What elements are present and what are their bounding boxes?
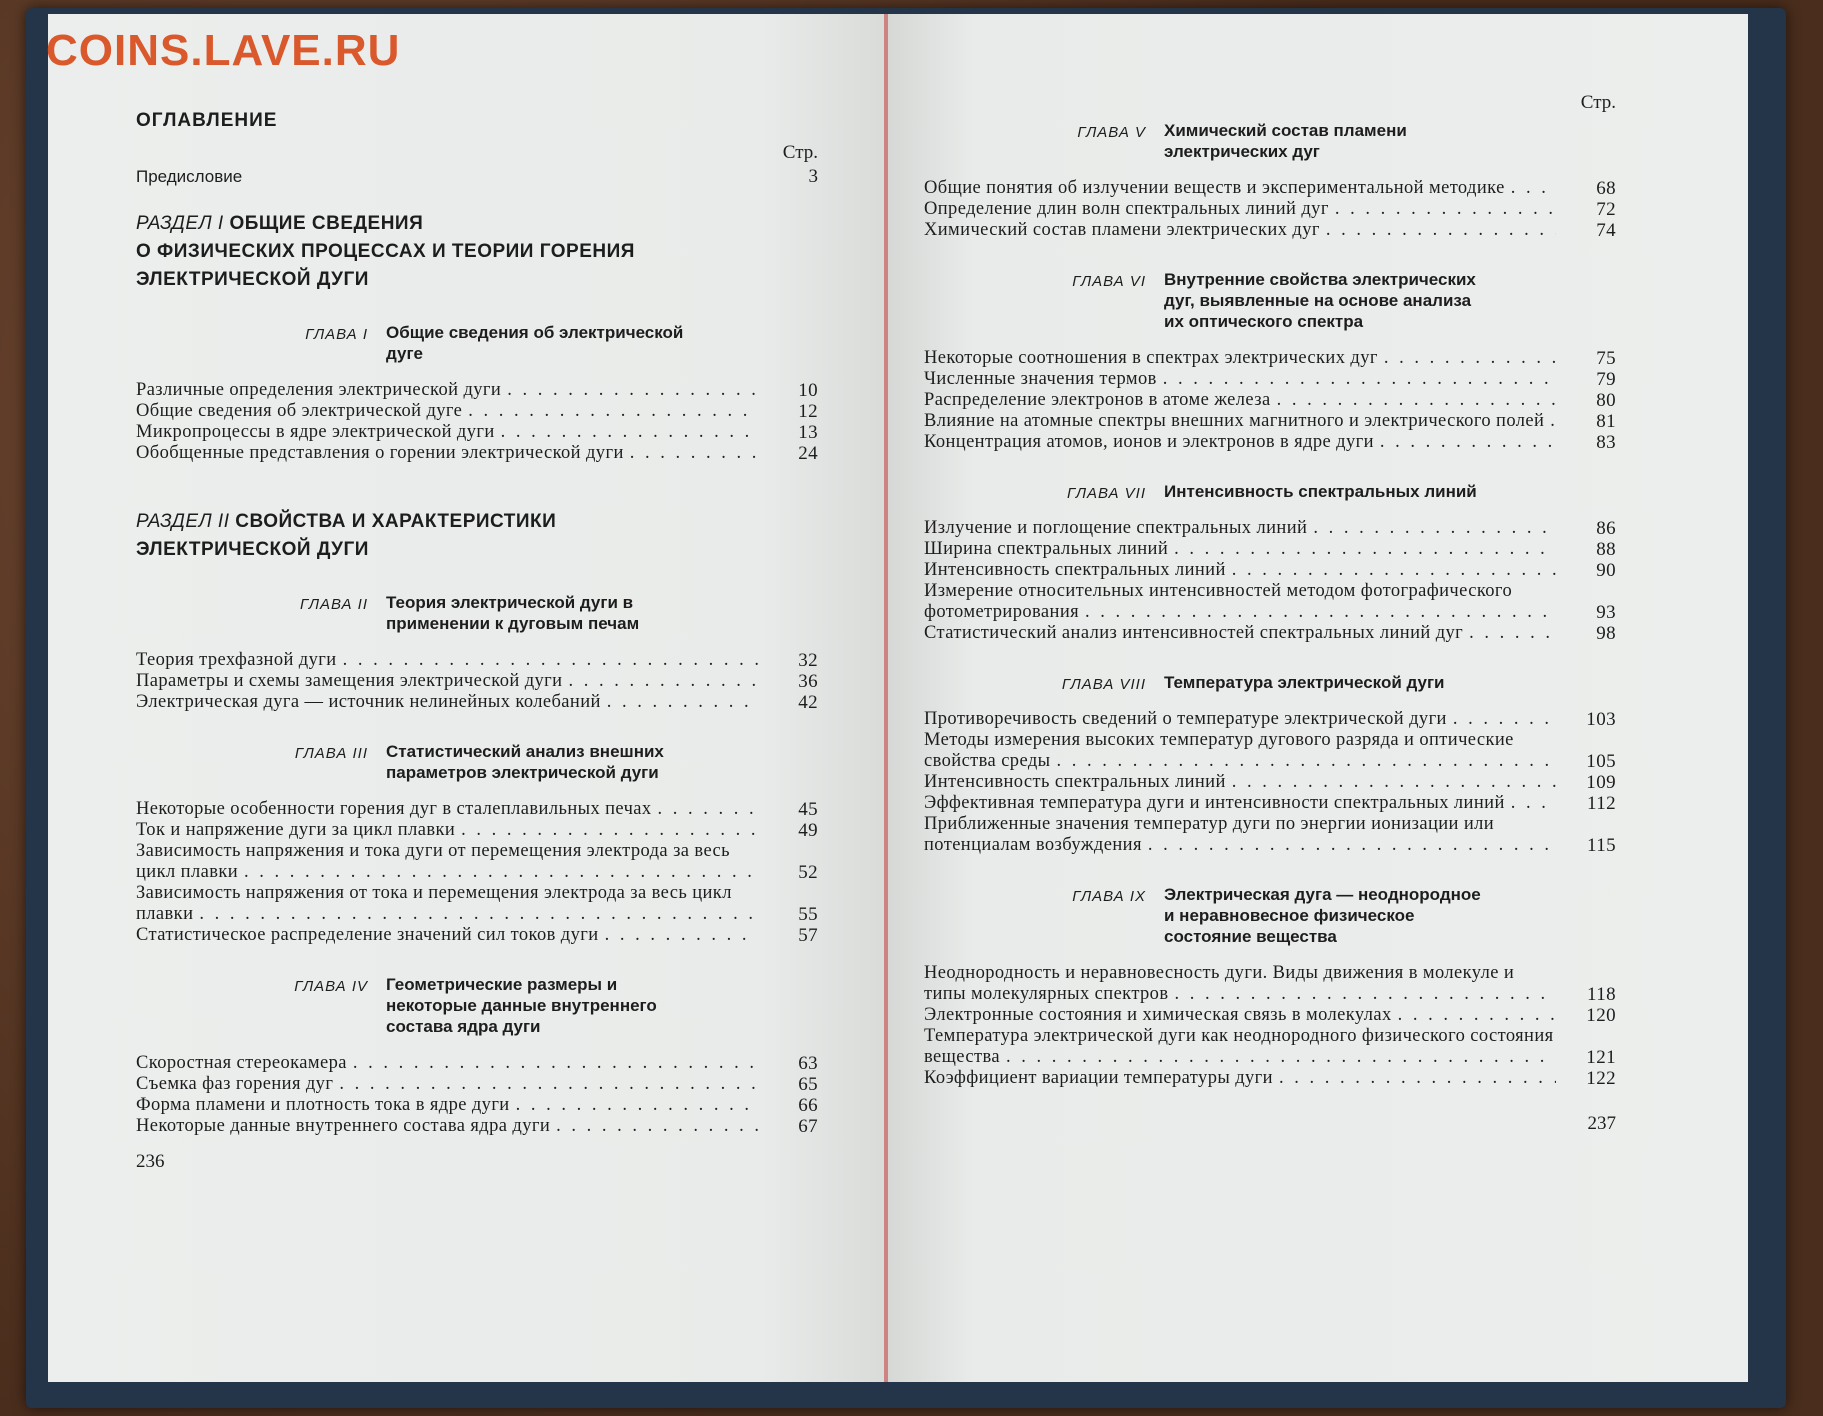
- toc-entry[interactable]: [924, 581, 1616, 623]
- toc-entry[interactable]: [136, 650, 818, 671]
- chapter-6-label: ГЛАВА VI: [1072, 273, 1146, 290]
- toc-entry[interactable]: [136, 820, 818, 841]
- toc-entry-title: Химический состав пламени электрических дуг: [924, 220, 1320, 240]
- toc-entry-page: 66: [798, 1095, 818, 1116]
- toc-entry-page: 13: [798, 422, 818, 443]
- toc-entry-title: Некоторые соотношения в спектрах электрических дуг: [924, 348, 1378, 368]
- right-page: [888, 14, 1748, 1382]
- section-1-label: РАЗДЕЛ I: [136, 213, 224, 234]
- toc-entry-page: 63: [798, 1053, 818, 1074]
- toc-entry[interactable]: [924, 1068, 1616, 1089]
- toc-entry-page: 72: [1596, 199, 1616, 220]
- toc-entry[interactable]: [924, 963, 1616, 1005]
- toc-entry[interactable]: [924, 178, 1616, 199]
- toc-entry-title: Электронные состояния и химическая связь в молекулах: [924, 1005, 1392, 1025]
- toc-entry-title: Различные определения электрической дуги: [136, 380, 502, 400]
- chapter-1-entries: [136, 380, 818, 464]
- toc-entry-page: 118: [1587, 984, 1616, 1005]
- toc-entry-title: Общие сведения об электрической дуге: [136, 401, 463, 421]
- chapter-4-entries: [136, 1053, 818, 1137]
- toc-entry[interactable]: [924, 709, 1616, 730]
- toc-entry-title: Ток и напряжение дуги за цикл плавки: [136, 820, 456, 840]
- toc-title: ОГЛАВЛЕНИЕ: [136, 110, 278, 131]
- toc-entry[interactable]: [924, 560, 1616, 581]
- toc-entry-page: 42: [798, 692, 818, 713]
- toc-entry-page: 49: [798, 820, 818, 841]
- section-2-title-line-1: СВОЙСТВА И ХАРАКТЕРИСТИКИ: [235, 511, 557, 532]
- toc-entry-page: 93: [1596, 602, 1616, 623]
- toc-entry[interactable]: [924, 369, 1616, 390]
- toc-entry-page: 83: [1596, 432, 1616, 453]
- toc-entry-title: Излучение и поглощение спектральных линий: [924, 518, 1308, 538]
- toc-entry[interactable]: [924, 199, 1616, 220]
- toc-entry[interactable]: [136, 422, 818, 443]
- page-column-label: Стр.: [782, 142, 818, 163]
- toc-entry[interactable]: [924, 539, 1616, 560]
- chapter-3-heading: [136, 741, 818, 783]
- toc-entry[interactable]: [136, 883, 818, 925]
- toc-entry[interactable]: [136, 1116, 818, 1137]
- toc-entry-page: 24: [798, 443, 818, 464]
- chapter-9-entries: [924, 963, 1616, 1089]
- toc-entry-page: 120: [1586, 1005, 1616, 1026]
- left-page: [48, 14, 888, 1382]
- toc-entry-title: Концентрация атомов, ионов и электронов в ядре дуги: [924, 432, 1374, 452]
- chapter-1-title: Общие сведения об электрической дуге: [386, 323, 684, 363]
- chapter-5-title: Химический состав пламени электрических дуг: [1164, 121, 1407, 161]
- toc-entry[interactable]: [924, 518, 1616, 539]
- toc-entry[interactable]: [136, 401, 818, 422]
- toc-entry[interactable]: [924, 348, 1616, 369]
- toc-entry[interactable]: [924, 411, 1616, 432]
- toc-entry-title: Обобщенные представления о горении электрической дуги: [136, 443, 624, 463]
- toc-entry[interactable]: [136, 799, 818, 820]
- toc-entry[interactable]: [924, 772, 1616, 793]
- toc-entry-title: Приближенные значения температур дуги по энергии ионизации или потенциалам возбуждения: [924, 814, 1495, 855]
- section-1-title-line-2: О ФИЗИЧЕСКИХ ПРОЦЕССАХ И ТЕОРИИ ГОРЕНИЯ: [136, 241, 635, 262]
- toc-entry[interactable]: [924, 390, 1616, 411]
- toc-entry-page: 105: [1586, 751, 1616, 772]
- toc-entry-title: Интенсивность спектральных линий: [924, 772, 1226, 792]
- toc-entry[interactable]: [136, 1053, 818, 1074]
- toc-entry[interactable]: [136, 1095, 818, 1116]
- preface-page: 3: [808, 166, 818, 187]
- toc-entry-title: Температура электрической дуги как неоднородного физического состояния вещества: [924, 1026, 1554, 1067]
- page-number-right: 237: [1587, 1113, 1616, 1134]
- toc-entry-title: Некоторые особенности горения дуг в сталеплавильных печах: [136, 799, 652, 819]
- toc-entry-page: 10: [798, 380, 818, 401]
- toc-entry-page: 36: [798, 671, 818, 692]
- chapter-5-heading: [924, 120, 1616, 162]
- chapter-3-label: ГЛАВА III: [294, 745, 368, 762]
- toc-entry-title: Численные значения термов: [924, 369, 1157, 389]
- toc-entry-page: 109: [1586, 772, 1616, 793]
- toc-entry-page: 67: [798, 1116, 818, 1137]
- toc-entry-title: Форма пламени и плотность тока в ядре дуги: [136, 1095, 510, 1115]
- toc-entry[interactable]: [136, 671, 818, 692]
- chapter-9-heading: [924, 884, 1616, 947]
- page-column-label: Стр.: [1580, 92, 1616, 113]
- toc-entry-page: 65: [798, 1074, 818, 1095]
- preface-title: Предисловие: [136, 167, 243, 186]
- section-1-title-line-3: ЭЛЕКТРИЧЕСКОЙ ДУГИ: [136, 269, 369, 290]
- toc-entry-page: 112: [1587, 793, 1616, 814]
- toc-entry-page: 88: [1596, 539, 1616, 560]
- toc-entry-page: 55: [798, 904, 818, 925]
- section-2-heading: [136, 508, 818, 564]
- toc-entry-title: Статистическое распределение значений сил токов дуги: [136, 925, 599, 945]
- toc-entry-title: Некоторые данные внутреннего состава ядра дуги: [136, 1116, 551, 1136]
- toc-entry[interactable]: [136, 841, 818, 883]
- toc-entry-page: 122: [1586, 1068, 1616, 1089]
- chapter-2-heading: [136, 592, 818, 634]
- toc-entry[interactable]: [924, 730, 1616, 772]
- toc-entry-title: Эффективная температура дуги и интенсивности спектральных линий: [924, 793, 1505, 813]
- chapter-2-label: ГЛАВА II: [300, 596, 368, 613]
- toc-entry-page: 80: [1596, 390, 1616, 411]
- toc-entry-title: Микропроцессы в ядре электрической дуги: [136, 422, 495, 442]
- toc-entry-title: Влияние на атомные спектры внешних магнитного и электрического полей: [924, 411, 1545, 431]
- chapter-4-label: ГЛАВА IV: [294, 978, 368, 995]
- toc-entry-page: 90: [1596, 560, 1616, 581]
- chapter-9-title: Электрическая дуга — неоднородное и неравновесное физическое состояние вещества: [1164, 885, 1481, 946]
- chapter-7-heading: [924, 481, 1616, 502]
- toc-entry-title: Неоднородность и неравновесность дуги. Виды движения в молекуле и типы молекулярных спектров: [924, 963, 1515, 1004]
- toc-entry[interactable]: [924, 220, 1616, 241]
- toc-entry[interactable]: [924, 1005, 1616, 1026]
- chapter-6-heading: [924, 269, 1616, 332]
- section-2-label: РАЗДЕЛ II: [136, 511, 230, 532]
- toc-entry-title: Параметры и схемы замещения электрической дуги: [136, 671, 563, 691]
- toc-entry-title: Зависимость напряжения и тока дуги от перемещения электрода за весь цикл плавки: [136, 841, 730, 882]
- chapter-8-title: Температура электрической дуги: [1164, 673, 1445, 692]
- page-number-left: 236: [136, 1151, 165, 1172]
- toc-entry-title: Статистический анализ интенсивностей спектральных линий дуг: [924, 623, 1464, 643]
- toc-entry-title: Теория трехфазной дуги: [136, 650, 337, 670]
- toc-entry-title: Электрическая дуга — источник нелинейных колебаний: [136, 692, 601, 712]
- toc-entry-title: Ширина спектральных линий: [924, 539, 1169, 559]
- toc-entry-title: Съемка фаз горения дуг: [136, 1074, 334, 1094]
- toc-entry[interactable]: [136, 1074, 818, 1095]
- chapter-8-label: ГЛАВА VIII: [1061, 676, 1146, 693]
- section-1-title-line-1: ОБЩИЕ СВЕДЕНИЯ: [229, 213, 424, 234]
- toc-entry[interactable]: [924, 432, 1616, 453]
- chapter-1-label: ГЛАВА I: [305, 326, 368, 343]
- toc-entry[interactable]: [924, 793, 1616, 814]
- chapter-3-entries: [136, 799, 818, 946]
- toc-entry-title: Зависимость напряжения от тока и перемещения электрода за весь цикл плавки: [136, 883, 732, 924]
- chapter-4-heading: [136, 974, 818, 1037]
- preface-entry: [136, 166, 818, 188]
- toc-entry[interactable]: [136, 925, 818, 946]
- toc-entry[interactable]: [136, 380, 818, 401]
- chapter-6-entries: [924, 348, 1616, 453]
- toc-entry-page: 68: [1596, 178, 1616, 199]
- chapter-7-title: Интенсивность спектральных линий: [1164, 482, 1477, 501]
- chapter-2-title: Теория электрической дуги в применении к дуговым печам: [386, 593, 640, 633]
- chapter-5-label: ГЛАВА V: [1077, 124, 1146, 141]
- toc-entry-page: 121: [1586, 1047, 1616, 1068]
- chapter-1-heading: [136, 322, 818, 364]
- toc-entry-page: 115: [1587, 835, 1616, 856]
- chapter-7-label: ГЛАВА VII: [1067, 485, 1146, 502]
- chapter-3-title: Статистический анализ внешних параметров электрической дуги: [386, 742, 664, 782]
- chapter-9-label: ГЛАВА IX: [1072, 888, 1146, 905]
- toc-entry-title: Распределение электронов в атоме железа: [924, 390, 1271, 410]
- toc-entry-page: 79: [1596, 369, 1616, 390]
- chapter-4-title: Геометрические размеры и некоторые данные внутреннего состава ядра дуги: [386, 975, 657, 1036]
- section-2-title-line-2: ЭЛЕКТРИЧЕСКОЙ ДУГИ: [136, 539, 369, 560]
- chapter-2-entries: [136, 650, 818, 713]
- toc-entry-page: 103: [1586, 709, 1616, 730]
- toc-entry-page: 86: [1596, 518, 1616, 539]
- toc-entry[interactable]: [136, 692, 818, 713]
- toc-entry[interactable]: [136, 443, 818, 464]
- toc-entry-page: 81: [1596, 411, 1616, 432]
- toc-entry[interactable]: [924, 1026, 1616, 1068]
- toc-entry[interactable]: [924, 814, 1616, 856]
- chapter-8-entries: [924, 709, 1616, 856]
- toc-entry-page: 98: [1596, 623, 1616, 644]
- watermark: COINS.LAVE.RU: [46, 26, 401, 75]
- toc-entry-title: Противоречивость сведений о температуре электрической дуги: [924, 709, 1447, 729]
- toc-entry-title: Определение длин волн спектральных линий дуг: [924, 199, 1329, 219]
- toc-entry-page: 45: [798, 799, 818, 820]
- section-1-heading: [136, 210, 818, 294]
- chapter-7-entries: [924, 518, 1616, 644]
- toc-entry-page: 74: [1596, 220, 1616, 241]
- toc-entry-title: Скоростная стереокамера: [136, 1053, 347, 1073]
- toc-entry-title: Интенсивность спектральных линий: [924, 560, 1226, 580]
- toc-entry-page: 32: [798, 650, 818, 671]
- toc-entry-title: Коэффициент вариации температуры дуги: [924, 1068, 1273, 1088]
- toc-entry-page: 57: [798, 925, 818, 946]
- toc-entry-page: 52: [798, 862, 818, 883]
- toc-entry[interactable]: [924, 623, 1616, 644]
- chapter-5-entries: [924, 178, 1616, 241]
- toc-entry-page: 75: [1596, 348, 1616, 369]
- toc-entry-title: Измерение относительных интенсивностей методом фотографического фотометрирования: [924, 581, 1513, 622]
- chapter-8-heading: [924, 672, 1616, 693]
- toc-entry-page: 12: [798, 401, 818, 422]
- toc-entry-title: Общие понятия об излучении веществ и экспериментальной методике: [924, 178, 1505, 198]
- toc-entry-title: Методы измерения высоких температур дугового разряда и оптические свойства среды: [924, 730, 1514, 771]
- chapter-6-title: Внутренние свойства электрических дуг, выявленные на основе анализа их оптического спектра: [1164, 270, 1476, 331]
